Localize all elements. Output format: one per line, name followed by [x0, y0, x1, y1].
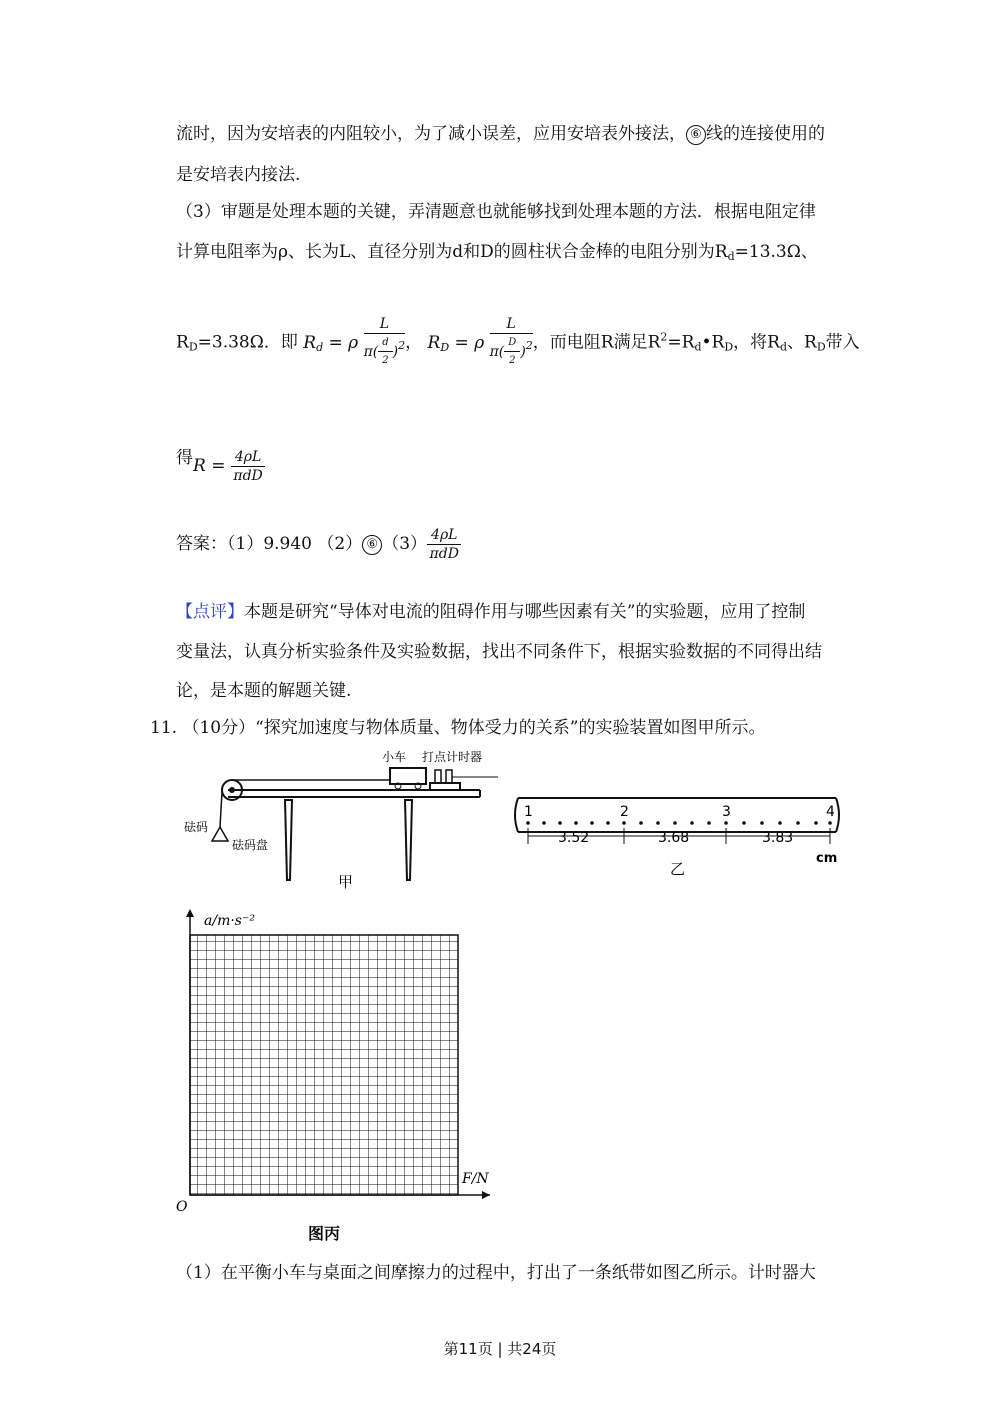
formula-rD [427, 316, 533, 366]
formula-rD-lhs: R [427, 332, 441, 353]
distance-3: 3.83 [762, 830, 794, 846]
x-axis-arrow-icon [482, 1191, 490, 1199]
distance-2: 3.68 [658, 830, 690, 846]
caption-jia: 甲 [338, 873, 354, 891]
circled-six: ⑥ [686, 125, 706, 145]
formula-rD-fraction [490, 316, 533, 370]
result-num: 4ρL [231, 449, 265, 467]
eq-relation-d: ，将R [733, 332, 780, 353]
page-footer: 第11页 | 共24页 [443, 1340, 557, 1358]
formula-rd-sub: d [316, 340, 324, 354]
question-11-part-1: （1）在平衡小车与桌面之间摩擦力的过程中，打出了一条纸带如图乙所示。计时器大 [176, 1263, 816, 1283]
figure-jia [180, 745, 510, 895]
eq-relation-a: ，而电阻R满足R [532, 332, 661, 353]
answer-three: （3） [382, 534, 428, 554]
result-den: πdD [233, 467, 263, 484]
answer-den: πdD [429, 545, 459, 562]
result-fraction [231, 449, 265, 485]
point-1: 1 [524, 804, 533, 820]
comment-text-1: 本题是研究“导体对电流的阻碍作用与哪些因素有关”的实验题，应用了控制 [244, 602, 806, 622]
distance-1: 3.52 [558, 830, 590, 846]
comma: ， [405, 332, 423, 353]
eq-relation-sub-D3: D [816, 340, 826, 354]
result-line [176, 438, 265, 486]
eq-relation-sub-d3: d [779, 340, 787, 354]
equation-line [176, 316, 860, 370]
cart-label: 小车 [382, 750, 407, 764]
formula-rd-num: L [364, 316, 406, 334]
line4-text: 计算电阻率为ρ、长为L、直径分别为d和D的圆柱状合金棒的电阻分别为R [176, 242, 728, 262]
den-sq: 2 [398, 339, 406, 352]
comment-line-1 [176, 600, 805, 624]
timer-post-2 [446, 770, 452, 783]
den-close: ) [392, 344, 399, 360]
den-pi: π( [363, 344, 379, 360]
text-line-2: 是安培表内接法. [176, 165, 301, 185]
timer-post-1 [435, 770, 441, 783]
comment-line-2: 变量法，认真分析实验条件及实验数据，找出不同条件下，根据实验数据的不同得出结 [176, 642, 822, 662]
graph-grid [190, 935, 458, 1195]
hanging-string [220, 792, 222, 827]
y-axis-label: a/m·s⁻² [204, 913, 255, 929]
eq-relation-sub-D: D [724, 340, 734, 354]
formula-rD-den [490, 334, 533, 370]
eq-r-sub: D [188, 340, 198, 354]
eq-relation-e: 、R [787, 332, 817, 353]
pulley-axle [229, 787, 235, 793]
den-sq-2: 2 [525, 339, 533, 352]
eq-r-symbol: R [176, 332, 189, 353]
den-pi-2: π( [489, 344, 505, 360]
point-2: 2 [620, 804, 629, 820]
weight-label: 砝码 [184, 820, 209, 834]
answer-fraction [427, 527, 461, 563]
point-3: 3 [722, 804, 731, 820]
formula-rD-sub: D [440, 340, 450, 354]
text-line-4 [176, 240, 818, 269]
tape-dots [526, 821, 832, 825]
eq-relation-sup: 2 [660, 330, 668, 344]
formula-rD-num: L [490, 316, 533, 334]
line4-tail: =13.3Ω、 [734, 242, 818, 262]
timer-base [430, 783, 460, 790]
den-two: 2 [382, 355, 389, 366]
line1-tail: 线的连接使用的 [706, 124, 825, 144]
answer-circle: ⑥ [362, 535, 382, 555]
comment-tag: 【点评】 [176, 602, 244, 622]
eq-relation-f: 带入 [825, 332, 860, 353]
formula-rd-fraction [364, 316, 406, 370]
caption-bing: 图丙 [308, 1224, 341, 1243]
figure-bing [170, 905, 510, 1245]
eq-rd-value: =3.38Ω．即 [197, 332, 298, 353]
caption-yi: 乙 [670, 860, 686, 878]
table-leg-right [405, 800, 412, 880]
eq-relation-c: =R [667, 332, 695, 353]
comment-line-3: 论，是本题的解题关键. [176, 681, 352, 701]
formula-rd-den [364, 334, 406, 370]
line1-text: 流时，因为安培表的内阻较小，为了减小误差，应用安培表外接法， [176, 124, 686, 144]
den-d: d [378, 334, 392, 352]
line4-sub: d [727, 250, 735, 263]
y-axis-arrow-icon [186, 909, 194, 917]
tape-right-edge [836, 798, 839, 832]
question-11: 11. （10分）“探究加速度与物体质量、物体受力的关系”的实验装置如图甲所示。 [150, 718, 766, 738]
table-leg-left [285, 800, 292, 880]
result-lhs: R = [193, 456, 231, 476]
figure-yi [508, 790, 848, 880]
weight-icon [212, 827, 228, 841]
formula-rd [303, 316, 406, 366]
den-D: D [504, 334, 520, 352]
pan-label: 砝码盘 [232, 838, 269, 852]
answer-label: 答案：（1）9.940 （2） [176, 534, 363, 554]
formula-rd-lhs: R [303, 332, 317, 353]
text-line-3: （3）审题是处理本题的关键，弄清题意也就能够找到处理本题的方法．根据电阻定律 [176, 202, 816, 222]
origin-label: O [176, 1199, 188, 1215]
x-axis-label: F/N [462, 1171, 489, 1187]
eq-relation-dot: •R [701, 332, 725, 353]
den-close-2: ) [520, 344, 526, 360]
answer-num: 4ρL [427, 527, 461, 545]
tape-left-edge [515, 798, 518, 832]
formula-rd-rho: = ρ [323, 332, 359, 353]
answer-line [176, 524, 461, 564]
den-two-2: 2 [509, 355, 516, 366]
timer-label: 打点计时器 [422, 750, 483, 764]
eq-relation-sub-d: d [694, 340, 702, 354]
point-4: 4 [826, 804, 835, 820]
result-prefix: 得 [176, 448, 193, 468]
text-line-1 [176, 122, 825, 146]
unit-cm: cm [816, 851, 838, 866]
cart-icon [390, 768, 426, 784]
formula-rD-rho: = ρ [449, 332, 485, 353]
